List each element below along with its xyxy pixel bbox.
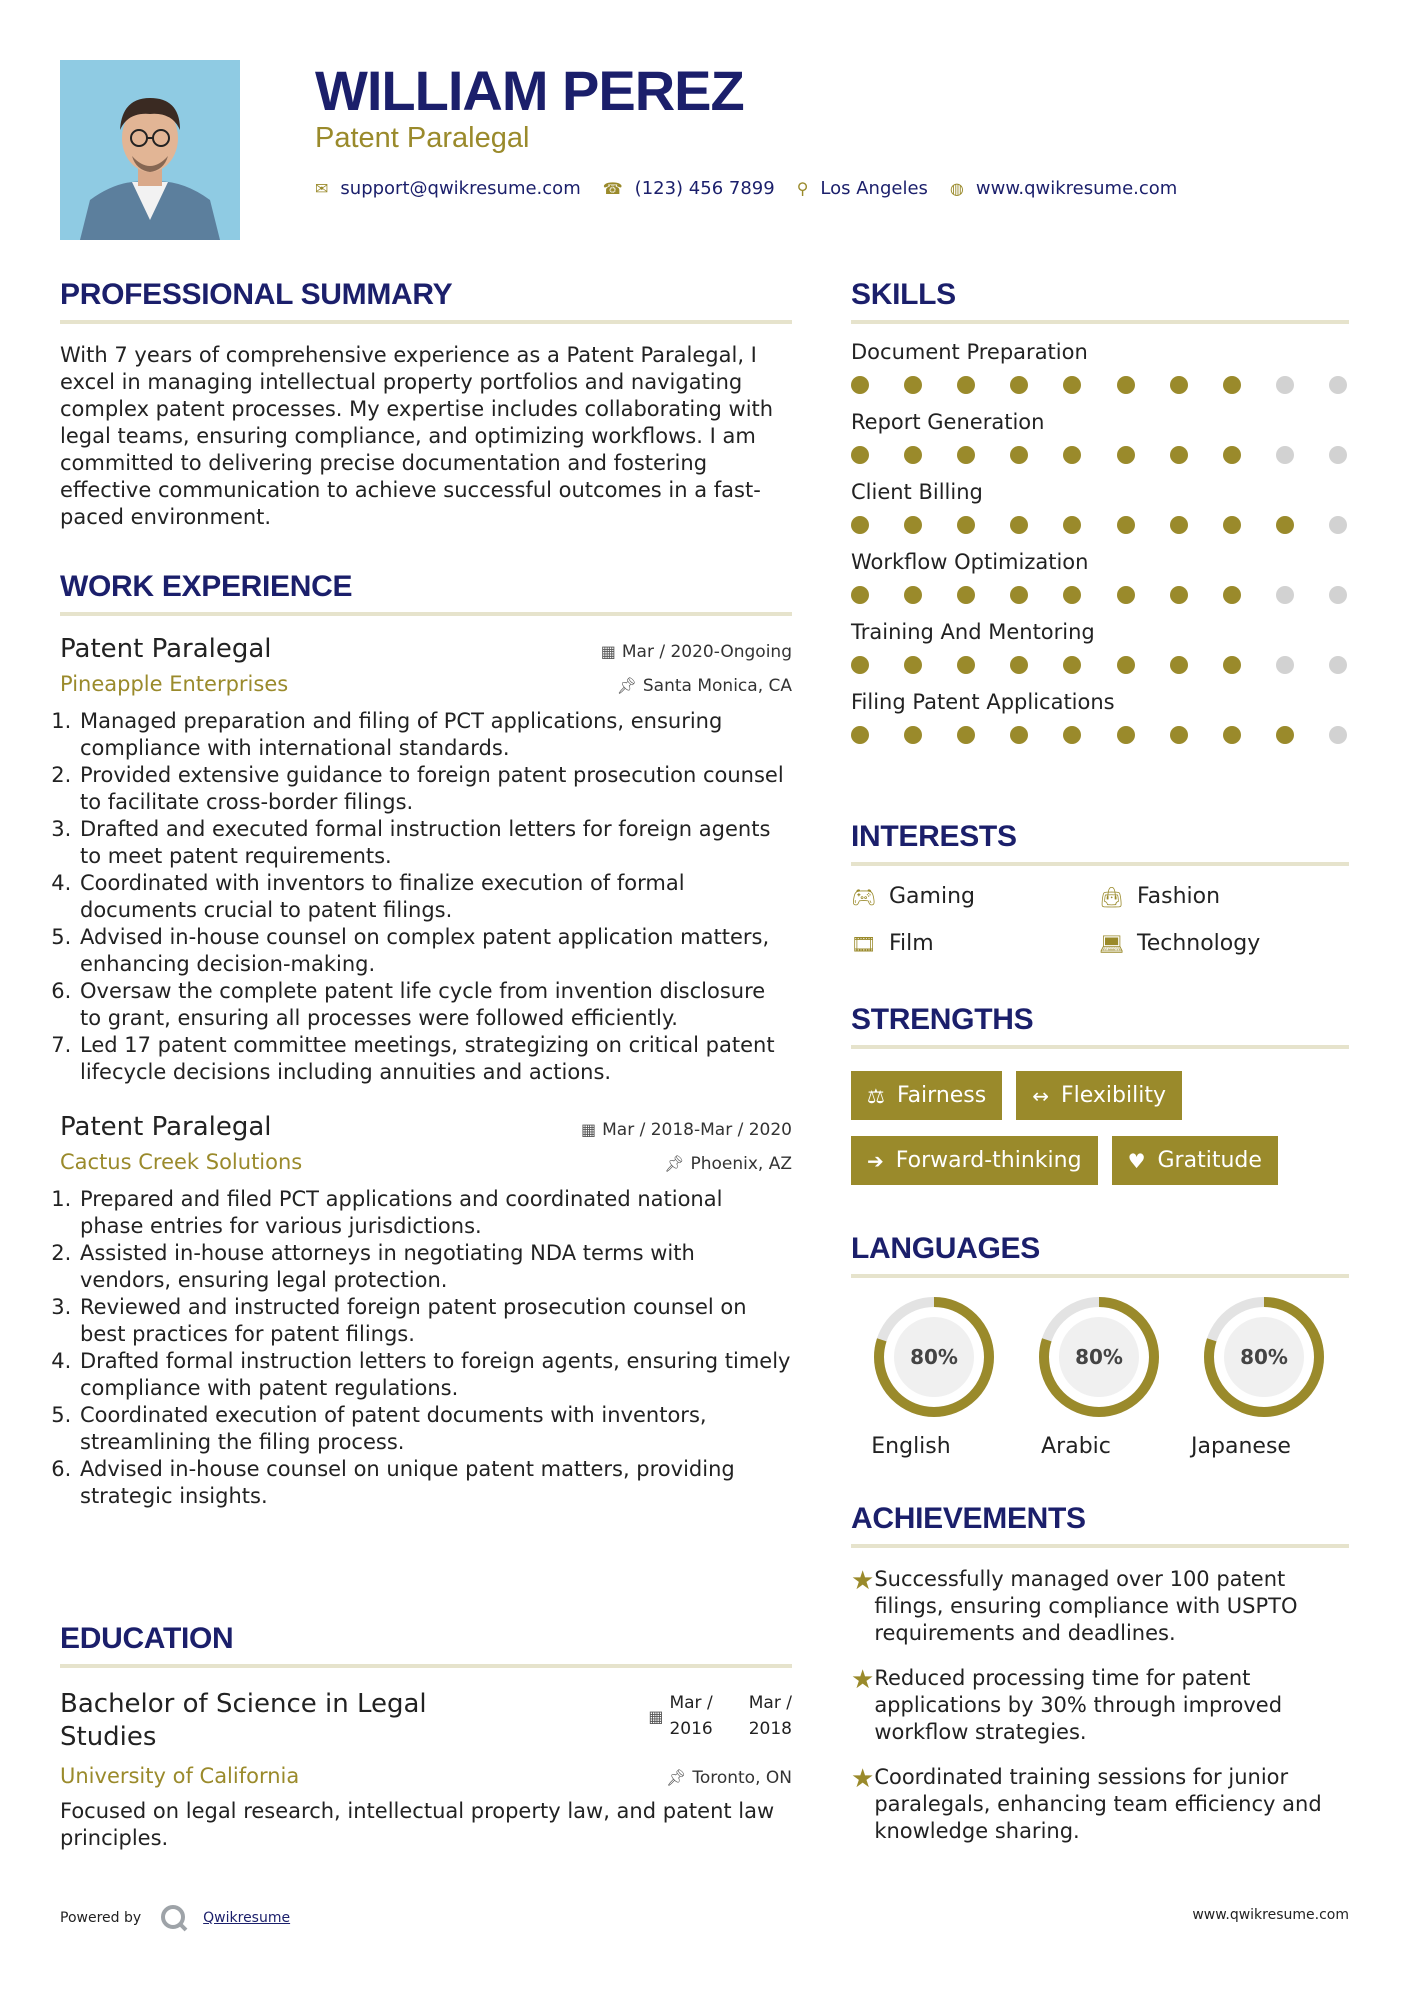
- rating-dot-filled: [851, 586, 869, 604]
- rating-dot-filled: [957, 726, 975, 744]
- skill-name: Workflow Optimization: [851, 550, 1089, 574]
- rating-dot-filled: [904, 726, 922, 744]
- film-icon: 🎞︎: [851, 931, 877, 956]
- arrow-right-icon: ➔: [867, 1148, 884, 1173]
- strength-label: Gratitude: [1157, 1148, 1262, 1173]
- rating-dot-filled: [904, 376, 922, 394]
- achievement-text: Coordinated training sessions for junior paralegals, enhancing team efficiency and knowledge sharing.: [874, 1765, 1322, 1843]
- rating-dot-filled: [1117, 726, 1135, 744]
- rating-dot-filled: [1010, 726, 1028, 744]
- rating-dot-filled: [1117, 586, 1135, 604]
- rating-dot-filled: [851, 376, 869, 394]
- school-name: University of California: [60, 1764, 300, 1788]
- list-item: 1. Prepared and filed PCT applications and coordinated national phase entries for various jurisdictions.: [78, 1186, 792, 1240]
- rating-dot-empty: [1329, 656, 1347, 674]
- interest-item: [851, 931, 1099, 956]
- language-percent: 80%: [1239, 1345, 1288, 1369]
- job-date: Mar / 2020-Ongoing: [621, 642, 792, 662]
- language-item: [1181, 1296, 1346, 1459]
- interest-item: [851, 884, 1099, 909]
- job-entry: [60, 1112, 792, 1510]
- rating-dot-empty: [1276, 656, 1294, 674]
- rating-dot-filled: [957, 656, 975, 674]
- skill-rating: [851, 376, 1349, 394]
- rating-dot-filled: [1170, 726, 1188, 744]
- rating-dot-filled: [1010, 446, 1028, 464]
- job-bullets: [78, 708, 792, 1086]
- rating-dot-empty: [1329, 446, 1347, 464]
- list-item: 4. Drafted formal instruction letters to foreign agents, ensuring timely compliance with patent regulations.: [78, 1348, 792, 1402]
- rating-dot-filled: [1223, 376, 1241, 394]
- language-progress-ring: [873, 1296, 995, 1418]
- powered-by-label: Powered by: [60, 1910, 142, 1926]
- edu-start-year: 2016: [669, 1719, 713, 1739]
- pin-icon: 📌︎: [664, 1154, 685, 1173]
- envelope-icon: ✉: [315, 179, 329, 198]
- rating-dot-filled: [1010, 586, 1028, 604]
- rating-dot-filled: [1063, 376, 1081, 394]
- rating-dot-filled: [851, 516, 869, 534]
- rating-dot-filled: [1170, 656, 1188, 674]
- interest-label: Technology: [1137, 931, 1261, 956]
- list-item: 2. Assisted in-house attorneys in negotiating NDA terms with vendors, ensuring legal protection.: [78, 1240, 792, 1294]
- language-percent: 80%: [1074, 1345, 1123, 1369]
- section-title: WORK EXPERIENCE: [60, 570, 792, 616]
- star-icon: ★: [851, 1566, 875, 1596]
- job-entry: [60, 634, 792, 1086]
- footer-url[interactable]: www.qwikresume.com: [1192, 1907, 1349, 1923]
- skill-name: Training And Mentoring: [851, 620, 1095, 644]
- skill-rating: [851, 586, 1349, 604]
- list-item: 7. Led 17 patent committee meetings, strategizing on critical patent lifecycle decisions including annuities and actions.: [78, 1032, 792, 1086]
- rating-dot-empty: [1276, 376, 1294, 394]
- skill-name: Document Preparation: [851, 340, 1088, 364]
- rating-dot-filled: [904, 656, 922, 674]
- rating-dot-filled: [1117, 516, 1135, 534]
- job-title: Patent Paralegal: [60, 634, 272, 664]
- rating-dot-filled: [957, 586, 975, 604]
- degree-title-cont: Studies: [60, 1722, 157, 1752]
- gamepad-icon: 🎮︎: [851, 884, 877, 909]
- email-link[interactable]: support@qwikresume.com: [340, 178, 581, 199]
- website-link[interactable]: www.qwikresume.com: [975, 178, 1178, 199]
- languages-section: [851, 1232, 1349, 1459]
- job-location: Santa Monica, CA: [642, 676, 792, 696]
- rating-dot-filled: [1170, 516, 1188, 534]
- skill-rating: [851, 446, 1349, 464]
- job-date: Mar / 2018-Mar / 2020: [602, 1120, 792, 1140]
- brand-link[interactable]: Qwikresume: [203, 1910, 291, 1926]
- rating-dot-filled: [851, 446, 869, 464]
- skill-rating: [851, 516, 1349, 534]
- qwikresume-logo-icon: [159, 1903, 189, 1933]
- rating-dot-filled: [1276, 516, 1294, 534]
- section-title: INTERESTS: [851, 820, 1349, 866]
- rating-dot-filled: [1170, 446, 1188, 464]
- rating-dot-filled: [1223, 586, 1241, 604]
- rating-dot-empty: [1276, 586, 1294, 604]
- company-name: Cactus Creek Solutions: [60, 1150, 303, 1174]
- skill-name: Client Billing: [851, 480, 983, 504]
- strength-label: Forward-thinking: [895, 1148, 1082, 1173]
- interests-section: [851, 820, 1349, 956]
- candidate-title: Patent Paralegal: [315, 122, 530, 154]
- phone-icon: ☎: [602, 179, 623, 198]
- laptop-icon: 💻︎: [1099, 931, 1125, 956]
- rating-dot-empty: [1329, 376, 1347, 394]
- company-name: Pineapple Enterprises: [60, 672, 289, 696]
- job-bullets: [78, 1186, 792, 1510]
- heart-icon: ♥: [1127, 1148, 1146, 1173]
- achievement-item: [851, 1665, 1349, 1746]
- skills-section: [851, 278, 1349, 744]
- calendar-icon: ▦: [580, 1120, 597, 1139]
- calendar-icon: ▦: [648, 1707, 664, 1726]
- rating-dot-filled: [904, 516, 922, 534]
- rating-dot-filled: [1223, 446, 1241, 464]
- star-icon: ★: [851, 1764, 875, 1794]
- candidate-name: WILLIAM PEREZ: [315, 59, 744, 122]
- rating-dot-filled: [1063, 516, 1081, 534]
- contact-bar: [315, 178, 1199, 199]
- arrows-horizontal-icon: ↔: [1032, 1083, 1049, 1108]
- list-item: 6. Advised in-house counsel on unique patent matters, providing strategic insights.: [78, 1456, 792, 1510]
- achievement-text: Successfully managed over 100 patent filings, ensuring compliance with USPTO requirements and deadlines.: [874, 1567, 1298, 1645]
- strengths-section: [851, 1003, 1349, 1185]
- list-item: 1. Managed preparation and filing of PCT applications, ensuring compliance with international standards.: [78, 708, 792, 762]
- strength-badge: [1112, 1136, 1278, 1185]
- strength-badge: [1016, 1071, 1182, 1120]
- strength-label: Flexibility: [1061, 1083, 1166, 1108]
- rating-dot-filled: [1223, 516, 1241, 534]
- skill-name: Report Generation: [851, 410, 1045, 434]
- rating-dot-filled: [1063, 656, 1081, 674]
- section-title: PROFESSIONAL SUMMARY: [60, 278, 792, 324]
- map-pin-icon: ⚲: [796, 179, 809, 198]
- interest-label: Gaming: [889, 884, 975, 909]
- rating-dot-filled: [1223, 656, 1241, 674]
- list-item: 5. Advised in-house counsel on complex patent application matters, enhancing decision-making.: [78, 924, 792, 978]
- section-title: ACHIEVEMENTS: [851, 1502, 1349, 1548]
- rating-dot-filled: [1117, 446, 1135, 464]
- language-progress-ring: [1038, 1296, 1160, 1418]
- achievement-item: [851, 1566, 1349, 1647]
- skill-name: Filing Patent Applications: [851, 690, 1115, 714]
- rating-dot-filled: [851, 656, 869, 674]
- languages-list: [851, 1296, 1349, 1459]
- skill-rating: [851, 656, 1349, 674]
- list-item: 4. Coordinated with inventors to finalize execution of formal documents crucial to patent filings.: [78, 870, 792, 924]
- rating-dot-filled: [1276, 726, 1294, 744]
- shopping-bag-icon: 👜︎: [1099, 884, 1125, 909]
- language-percent: 80%: [909, 1345, 958, 1369]
- balance-scale-icon: ⚖: [867, 1083, 885, 1108]
- job-location: Phoenix, AZ: [690, 1154, 792, 1174]
- globe-icon: ◍: [949, 179, 964, 198]
- language-name: Arabic: [1041, 1434, 1111, 1459]
- interest-item: [1099, 884, 1349, 909]
- rating-dot-filled: [1010, 656, 1028, 674]
- rating-dot-filled: [851, 726, 869, 744]
- list-item: 3. Reviewed and instructed foreign patent prosecution counsel on best practices for patent filings.: [78, 1294, 792, 1348]
- pin-icon: 📌︎: [666, 1768, 687, 1787]
- rating-dot-filled: [1117, 376, 1135, 394]
- section-title: LANGUAGES: [851, 1232, 1349, 1278]
- section-title: STRENGTHS: [851, 1003, 1349, 1049]
- star-icon: ★: [851, 1665, 875, 1695]
- location-text: Los Angeles: [820, 178, 928, 199]
- interest-label: Fashion: [1137, 884, 1221, 909]
- edu-end-year: 2018: [748, 1719, 792, 1739]
- interest-label: Film: [889, 931, 934, 956]
- strength-badge: [851, 1136, 1098, 1185]
- rating-dot-filled: [904, 446, 922, 464]
- interest-item: [1099, 931, 1349, 956]
- education-section: [60, 1622, 792, 1852]
- edu-start-month: Mar /: [669, 1693, 713, 1713]
- rating-dot-filled: [1010, 376, 1028, 394]
- rating-dot-filled: [957, 376, 975, 394]
- rating-dot-filled: [1117, 656, 1135, 674]
- rating-dot-filled: [1223, 726, 1241, 744]
- rating-dot-filled: [1010, 516, 1028, 534]
- skills-list: [851, 340, 1349, 744]
- list-item: 5. Coordinated execution of patent documents with inventors, streamlining the filing process.: [78, 1402, 792, 1456]
- skill-rating: [851, 726, 1349, 744]
- phone-number: (123) 456 7899: [634, 178, 775, 199]
- rating-dot-empty: [1276, 446, 1294, 464]
- education-description: Focused on legal research, intellectual property law, and patent law principles.: [60, 1799, 775, 1850]
- rating-dot-filled: [1063, 726, 1081, 744]
- section-title: EDUCATION: [60, 1622, 792, 1668]
- job-title: Patent Paralegal: [60, 1112, 272, 1142]
- pin-icon: 📌︎: [616, 676, 637, 695]
- rating-dot-empty: [1329, 516, 1347, 534]
- achievement-text: Reduced processing time for patent applications by 30% through improved workflow strategies.: [874, 1666, 1283, 1744]
- list-item: 6. Oversaw the complete patent life cycle from invention disclosure to grant, ensuring all processes were followed efficiently.: [78, 978, 792, 1032]
- achievements-section: [851, 1502, 1349, 1845]
- summary-section: [60, 278, 792, 531]
- achievement-item: [851, 1764, 1349, 1845]
- calendar-icon: ▦: [600, 642, 616, 661]
- language-name: Japanese: [1191, 1434, 1291, 1459]
- language-name: English: [871, 1434, 951, 1459]
- rating-dot-filled: [904, 586, 922, 604]
- strength-badge: [851, 1071, 1002, 1120]
- profile-photo: [60, 60, 240, 240]
- language-progress-ring: [1203, 1296, 1325, 1418]
- school-location: Toronto, ON: [692, 1768, 792, 1788]
- degree-title: Bachelor of Science in Legal: [60, 1689, 427, 1719]
- list-item: 3. Drafted and executed formal instruction letters for foreign agents to meet patent requirements.: [78, 816, 792, 870]
- rating-dot-filled: [1170, 586, 1188, 604]
- rating-dot-empty: [1329, 586, 1347, 604]
- rating-dot-filled: [1170, 376, 1188, 394]
- strength-label: Fairness: [896, 1083, 987, 1108]
- rating-dot-filled: [957, 516, 975, 534]
- rating-dot-filled: [1063, 586, 1081, 604]
- edu-end-month: Mar /: [748, 1693, 792, 1713]
- footer-powered-by: [60, 1903, 290, 1933]
- rating-dot-filled: [1063, 446, 1081, 464]
- rating-dot-empty: [1329, 726, 1347, 744]
- section-title: SKILLS: [851, 278, 1349, 324]
- experience-section: [60, 570, 792, 1510]
- rating-dot-filled: [957, 446, 975, 464]
- summary-text: With 7 years of comprehensive experience as a Patent Paralegal, I excel in managing intellectual property portfolios and navigating complex patent processes. My expertise includes collaborating with legal teams, ensuring compliance, and optimizing workflows. I am committed to delivering precise documentation and fostering effective communication to achieve successful outcomes in a fast-paced environment.: [60, 343, 774, 529]
- list-item: 2. Provided extensive guidance to foreign patent prosecution counsel to facilitate cross-border filings.: [78, 762, 792, 816]
